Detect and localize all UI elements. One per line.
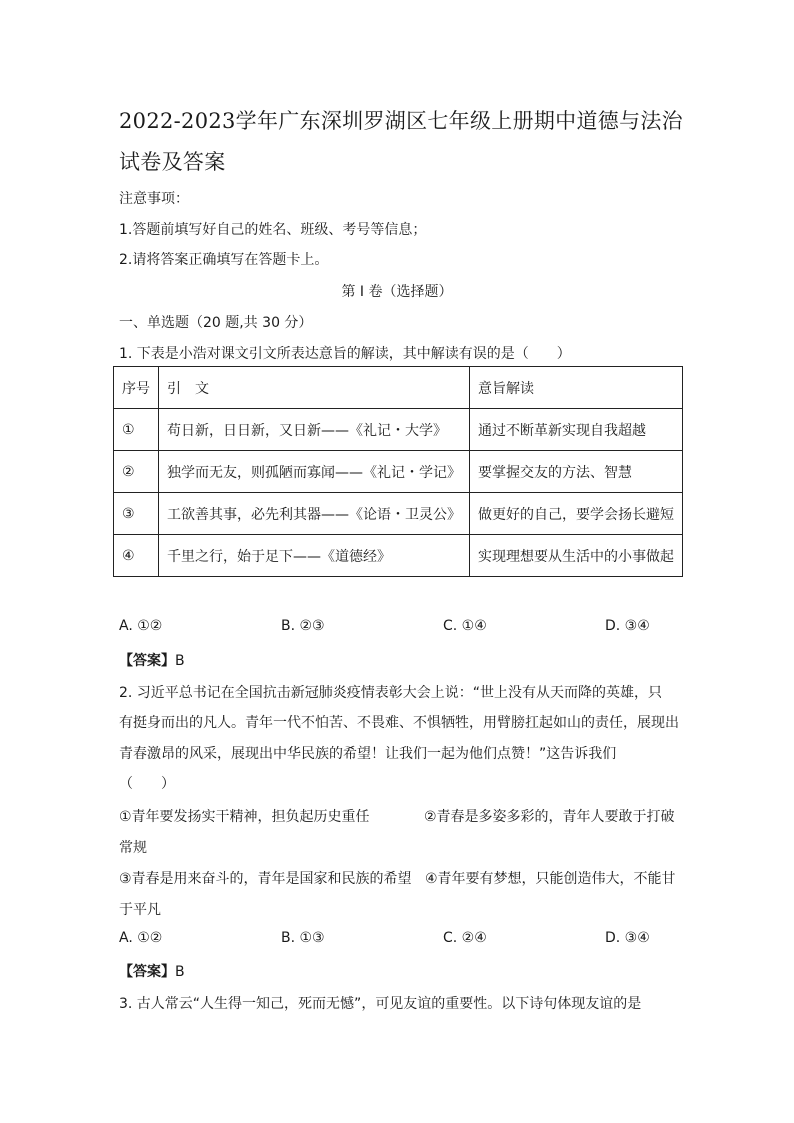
q2-statement-2: ②青春是多姿多彩的，青年人要敢于打破 <box>424 809 675 825</box>
table-cell: ④ <box>114 535 159 577</box>
answer-label: 【答案】 <box>119 964 175 980</box>
q2-statement-3: ③青春是用来奋斗的，青年是国家和民族的希望 <box>119 871 412 887</box>
q2-option-c: C. ②④ <box>443 930 487 946</box>
q1-answer <box>119 650 185 670</box>
q2-option-d: D. ③④ <box>605 930 650 946</box>
table-cell: 做更好的自己，要学会扬长避短 <box>470 493 683 535</box>
q2-option-a: A. ①② <box>119 930 163 946</box>
doc-title-line2: 试卷及答案 <box>119 150 226 174</box>
table-cell: 实现理想要从生活中的小事做起 <box>470 535 683 577</box>
section-title: 第 I 卷（选择题） <box>341 284 453 300</box>
q2-statement-4: ④青年要有梦想，只能创造伟大，不能甘 <box>425 871 676 887</box>
q1-option-b: B. ②③ <box>281 618 325 634</box>
q1-option-c: C. ①④ <box>443 618 487 634</box>
answer-label: 【答案】 <box>119 653 175 669</box>
notice-item-2: 2.请将答案正确填写在答题卡上。 <box>119 252 329 268</box>
answer-value: B <box>175 653 185 669</box>
q2-option-b: B. ①③ <box>281 930 325 946</box>
table-header-cell: 序号 <box>114 367 159 409</box>
q1-option-a: A. ①② <box>119 618 163 634</box>
q2-answer <box>119 961 185 981</box>
table-cell: 要掌握交友的方法、智慧 <box>470 451 683 493</box>
table-row <box>114 493 683 535</box>
table-cell: ① <box>114 409 159 451</box>
q2-stem-line1: 2. 习近平总书记在全国抗击新冠肺炎疫情表彰大会上说：“世上没有从天而降的英雄，只 <box>119 685 663 701</box>
notice-heading: 注意事项： <box>119 191 189 207</box>
answer-value: B <box>175 964 185 980</box>
table-cell: 苟日新，日日新，又日新——《礼记・大学》 <box>159 409 470 451</box>
q2-statement-4-cont: 于平凡 <box>119 902 161 918</box>
part-heading: 一、单选题（20 题,共 30 分） <box>119 315 313 331</box>
table-header-cell: 引 文 <box>159 367 470 409</box>
table-cell: 千里之行，始于足下——《道德经》 <box>159 535 470 577</box>
q3-stem-line1: 3. 古人常云“人生得一知己，死而无憾”，可见友谊的重要性。以下诗句体现友谊的是 <box>119 996 642 1012</box>
table-cell: ② <box>114 451 159 493</box>
q2-statement-1: ①青年要发扬实干精神，担负起历史重任 <box>119 809 370 825</box>
table-row <box>114 409 683 451</box>
table-cell: 独学而无友，则孤陋而寡闻——《礼记・学记》 <box>159 451 470 493</box>
q1-stem: 1. 下表是小浩对课文引文所表达意旨的解读，其中解读有误的是（ ） <box>119 346 571 362</box>
table-header-row <box>114 367 683 409</box>
table-header-cell: 意旨解读 <box>470 367 683 409</box>
table-cell: 通过不断革新实现自我超越 <box>470 409 683 451</box>
q2-statement-2-cont: 常规 <box>119 840 147 856</box>
q1-option-d: D. ③④ <box>605 618 650 634</box>
table-row <box>114 535 683 577</box>
table-cell: 工欲善其事，必先利其器——《论语・卫灵公》 <box>159 493 470 535</box>
q2-stem-line2: 有挺身而出的凡人。青年一代不怕苦、不畏难、不惧牺牲，用臂膀扛起如山的责任，展现出 <box>119 715 679 731</box>
table-cell: ③ <box>114 493 159 535</box>
q2-stem-line3: 青春激昂的风采，展现出中华民族的希望！让我们一起为他们点赞！”这告诉我们 <box>119 746 617 762</box>
q2-stem-line4: （ ） <box>119 776 175 792</box>
notice-item-1: 1.答题前填写好自己的姓名、班级、考号等信息； <box>119 222 427 238</box>
table-row <box>114 451 683 493</box>
q1-table <box>113 366 683 577</box>
doc-title-line1: 2022-2023学年广东深圳罗湖区七年级上册期中道德与法治 <box>119 109 683 133</box>
